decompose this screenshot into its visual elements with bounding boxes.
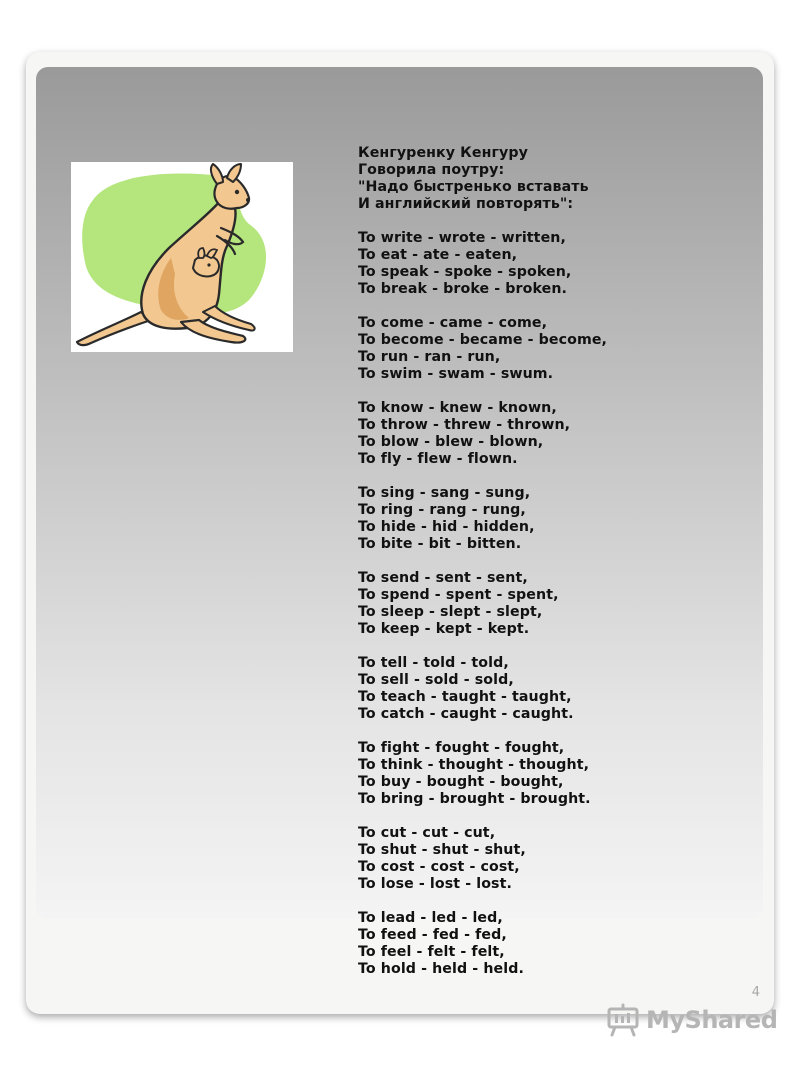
watermark-text: MyShared	[646, 1006, 778, 1034]
verb-line: To eat - ate - eaten,	[358, 247, 518, 263]
verb-line: To catch - caught - caught.	[358, 706, 574, 722]
verb-line: To throw - threw - thrown,	[358, 417, 571, 433]
verb-line: To send - sent - sent,	[358, 570, 528, 586]
verb-line: To break - broke - broken.	[358, 281, 568, 297]
verb-line: To swim - swam - swum.	[358, 366, 554, 382]
verb-stanza	[358, 485, 758, 553]
verb-line: To shut - shut - shut,	[358, 842, 526, 858]
verb-line: To sleep - slept - slept,	[358, 604, 543, 620]
myshared-watermark	[606, 1002, 777, 1038]
verb-line: To hide - hid - hidden,	[358, 519, 535, 535]
verb-line: To teach - taught - taught,	[358, 689, 572, 705]
verb-stanza	[358, 230, 758, 298]
verb-line: To feed - fed - fed,	[358, 927, 507, 943]
poem-intro-stanza	[358, 145, 758, 213]
verb-stanza	[358, 315, 758, 383]
verb-line: To feel - felt - felt,	[358, 944, 505, 960]
verb-stanza	[358, 570, 758, 638]
verb-line: To lead - led - led,	[358, 910, 503, 926]
verb-stanza	[358, 400, 758, 468]
verb-line: To tell - told - told,	[358, 655, 509, 671]
verb-line: To write - wrote - written,	[358, 230, 566, 246]
verb-line: To run - ran - run,	[358, 349, 501, 365]
verb-line: To ring - rang - rung,	[358, 502, 526, 518]
verb-line: To cost - cost - cost,	[358, 859, 520, 875]
poem-line: И английский повторять":	[358, 196, 574, 212]
verb-line: To buy - bought - bought,	[358, 774, 564, 790]
verb-line: To spend - spent - spent,	[358, 587, 559, 603]
verb-line: To sing - sang - sung,	[358, 485, 531, 501]
kangaroo-illustration	[71, 162, 293, 352]
verb-line: To keep - kept - kept.	[358, 621, 530, 637]
poem-line: "Надо быстренько вставать	[358, 179, 589, 195]
verb-line: To cut - cut - cut,	[358, 825, 496, 841]
poem-text	[358, 145, 758, 978]
verb-line: To think - thought - thought,	[358, 757, 590, 773]
verb-line: To hold - held - held.	[358, 961, 524, 977]
verb-stanza	[358, 740, 758, 808]
poem-line: Говорила поутру:	[358, 162, 505, 178]
verb-line: To bring - brought - brought.	[358, 791, 591, 807]
verb-stanza	[358, 825, 758, 893]
verb-line: To blow - blew - blown,	[358, 434, 544, 450]
poem-line: Кенгуренку Кенгуру	[358, 145, 528, 161]
page-number: 4	[751, 985, 760, 1000]
verb-line: To lose - lost - lost.	[358, 876, 512, 892]
verb-line: To come - came - come,	[358, 315, 548, 331]
verb-line: To fight - fought - fought,	[358, 740, 565, 756]
verb-stanza	[358, 655, 758, 723]
verb-line: To bite - bit - bitten.	[358, 536, 522, 552]
presentation-board-icon	[606, 1003, 640, 1037]
verb-stanza	[358, 910, 758, 978]
slide-frame	[26, 52, 774, 1014]
kangaroo-picture-svg	[71, 162, 293, 352]
verb-line: To sell - sold - sold,	[358, 672, 514, 688]
verb-line: To speak - spoke - spoken,	[358, 264, 572, 280]
verb-line: To fly - flew - flown.	[358, 451, 518, 467]
verb-line: To know - knew - known,	[358, 400, 557, 416]
verb-line: To become - became - become,	[358, 332, 608, 348]
